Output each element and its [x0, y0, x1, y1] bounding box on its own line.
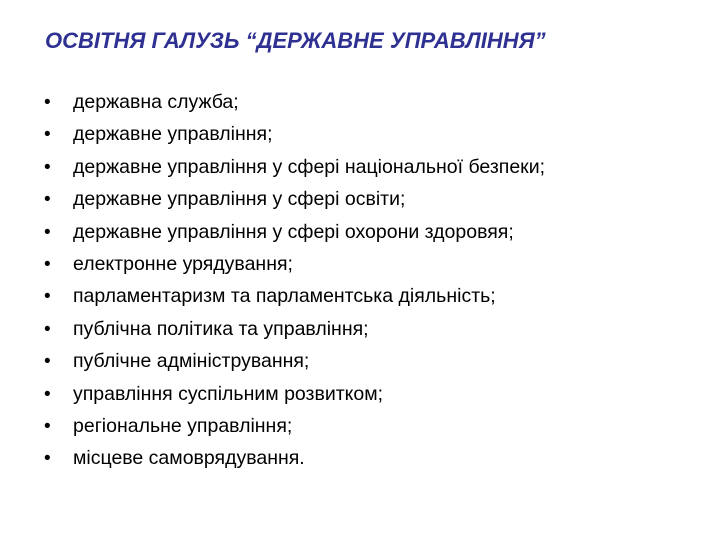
- bullet-icon: •: [44, 415, 51, 437]
- list-item: [44, 156, 545, 188]
- list-item: [44, 253, 545, 285]
- list-item-text: управління суспільним розвитком;: [73, 382, 384, 405]
- list-item-text: державна служба;: [73, 91, 239, 113]
- list-item: [44, 123, 545, 155]
- list-item: [44, 318, 545, 350]
- list-item-text: державне управління у сфері охорони здоровяя;: [73, 220, 514, 243]
- bullet-icon: •: [44, 448, 51, 470]
- bullet-icon: •: [44, 189, 51, 211]
- list-item: [44, 447, 545, 479]
- bullet-icon: •: [44, 318, 51, 340]
- bullet-icon: •: [44, 383, 51, 405]
- list-item-text: публічна політика та управління;: [73, 317, 369, 340]
- list-item-text: парламентаризм та парламентська діяльність;: [73, 285, 496, 308]
- list-item: [44, 221, 545, 253]
- list-item-text: державне управління;: [73, 123, 273, 146]
- list-item-text: державне управління у сфері національної безпеки;: [73, 155, 545, 178]
- list-item-text: електронне урядування;: [73, 252, 293, 275]
- bullet-icon: •: [44, 253, 51, 275]
- list-item-text: державне управління у сфері освіти;: [73, 188, 406, 211]
- list-item-text: регіональне управління;: [73, 414, 293, 437]
- list-item: [44, 91, 545, 123]
- list-item-text: місцеве самоврядування.: [73, 447, 305, 470]
- list-item: [44, 350, 545, 382]
- bullet-icon: •: [44, 124, 51, 146]
- bullet-list: [44, 91, 545, 480]
- list-item: [44, 383, 545, 415]
- list-item: [44, 285, 545, 317]
- list-item: [44, 188, 545, 220]
- list-item-text: публічне адміністрування;: [73, 350, 310, 373]
- slide-title: ОСВІТНЯ ГАЛУЗЬ “ДЕРЖАВНЕ УПРАВЛІННЯ”: [45, 28, 546, 53]
- list-item: [44, 415, 545, 447]
- bullet-icon: •: [44, 351, 51, 373]
- bullet-icon: •: [44, 286, 51, 308]
- bullet-icon: •: [44, 156, 51, 178]
- bullet-icon: •: [44, 92, 51, 113]
- bullet-icon: •: [44, 221, 51, 243]
